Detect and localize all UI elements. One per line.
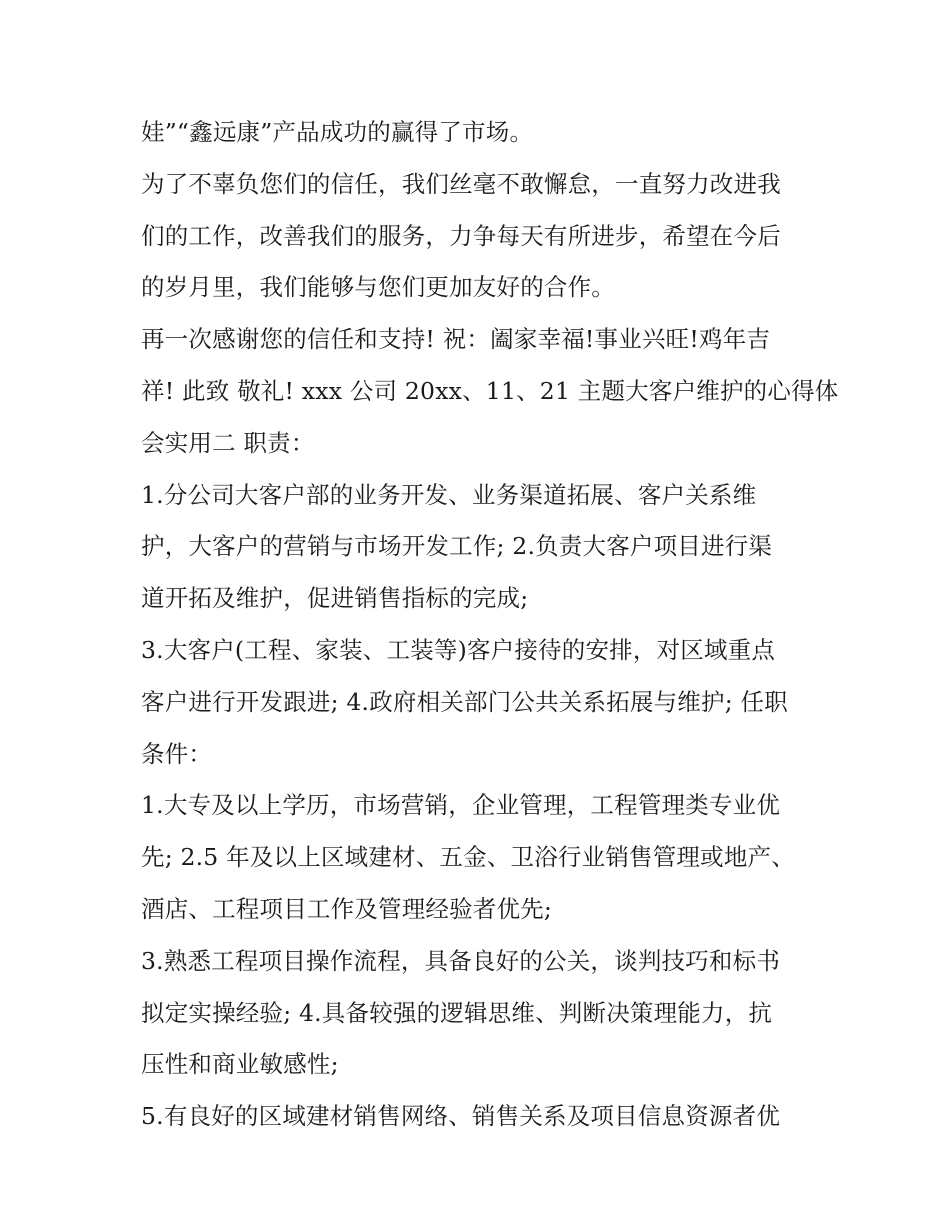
document-body — [141, 107, 839, 1143]
text-line: 3.熟悉工程项目操作流程，具备良好的公关，谈判技巧和标书 — [141, 946, 781, 975]
text-line: 3.大客户(工程、家装、工装等)客户接待的安排，对区域重点 — [141, 635, 776, 664]
text-line: 道开拓及维护，促进销售指标的完成; — [141, 584, 529, 613]
text-line: 护，大客户的营销与市场开发工作; 2.负责大客户项目进行渠 — [141, 532, 773, 561]
text-line: 条件： — [141, 739, 213, 768]
text-line: 会实用二 职责： — [141, 428, 315, 457]
text-line: 的岁月里，我们能够与您们更加友好的合作。 — [141, 273, 615, 302]
text-line: 再一次感谢您的信任和支持! 祝：阖家幸福!事业兴旺!鸡年吉 — [141, 325, 771, 354]
text-line: 祥! 此致 敬礼! xxx 公司 20xx、11、21 主题大客户维护的心得体 — [141, 376, 839, 405]
text-line: 们的工作，改善我们的服务，力争每天有所进步，希望在今后 — [141, 221, 781, 250]
text-line: 先; 2.5 年及以上区域建材、五金、卫浴行业销售管理或地产、 — [141, 843, 795, 872]
text-line: 1.分公司大客户部的业务开发、业务渠道拓展、客户关系维 — [141, 480, 757, 509]
text-line: 5.有良好的区域建材销售网络、销售关系及项目信息资源者优 — [141, 1102, 781, 1131]
text-line: 为了不辜负您们的信任，我们丝毫不敢懈怠，一直努力改进我 — [141, 169, 781, 198]
text-line: 客户进行开发跟进; 4.政府相关部门公共关系拓展与维护; 任职 — [141, 687, 788, 716]
text-line: 1.大专及以上学历，市场营销，企业管理，工程管理类专业优 — [141, 791, 781, 820]
text-line: 娃”“鑫远康”产品成功的赢得了市场。 — [141, 118, 534, 146]
text-line: 压性和商业敏感性; — [141, 1050, 339, 1079]
text-line: 酒店、工程项目工作及管理经验者优先; — [141, 894, 553, 923]
text-line: 拟定实操经验; 4.具备较强的逻辑思维、判断决策理能力，抗 — [141, 998, 773, 1027]
